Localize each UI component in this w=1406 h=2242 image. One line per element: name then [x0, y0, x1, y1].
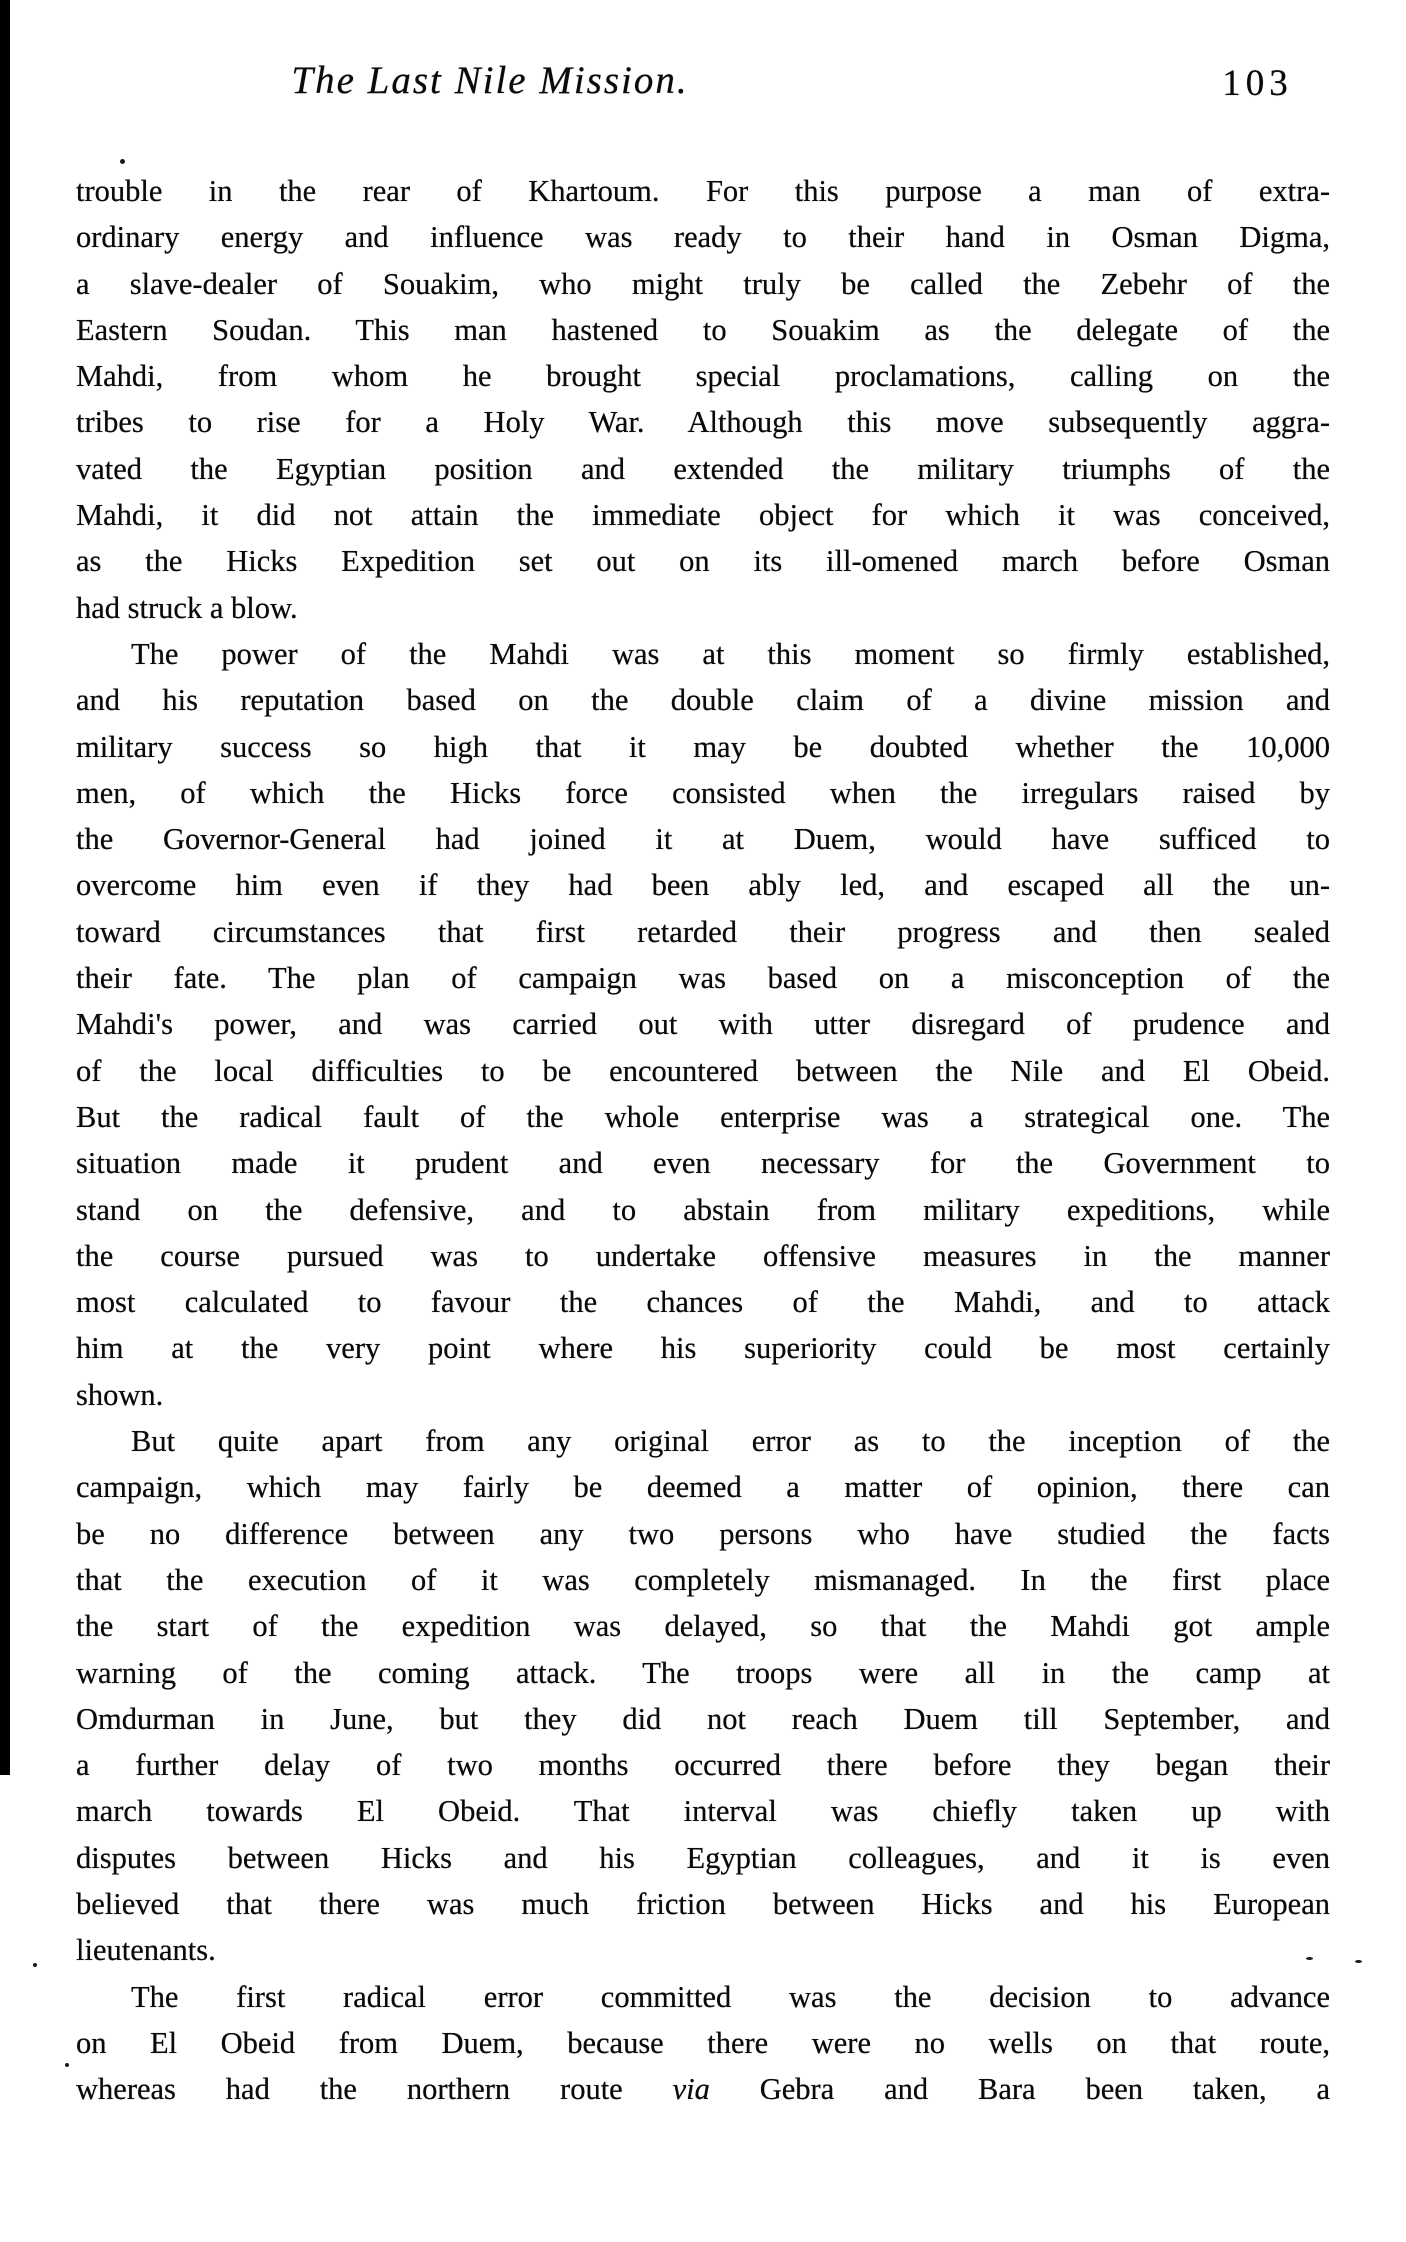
scan-edge-bar — [0, 0, 10, 1775]
scan-speck — [33, 1963, 37, 1967]
text-line: believed that there was much friction between Hicks and his European — [76, 1886, 1330, 1921]
running-head-title: The Last Nile Mission. — [291, 59, 689, 102]
text-line: Mahdi, it did not attain the immediate object for which it was conceived, — [76, 498, 1330, 533]
scan-speck — [1355, 1960, 1362, 1963]
text-line: be no difference between any two persons who have studied the facts — [76, 1516, 1330, 1551]
text-line: military success so high that it may be doubted whether the 10,000 — [76, 729, 1330, 764]
text-line: most calculated to favour the chances of the Mahdi, and to attack — [76, 1285, 1330, 1320]
text-line: their fate. The plan of campaign was based on a misconception of the — [76, 961, 1330, 996]
text-line: a slave-dealer of Souakim, who might truly be called the Zebehr of the — [76, 266, 1330, 301]
text-line: whereas had the northern route via Gebra and Bara been taken, a — [76, 2072, 1330, 2107]
text-line: that the execution of it was completely mismanaged. In the first place — [76, 1562, 1330, 1597]
text-line: The first radical error committed was the decision to advance — [131, 1979, 1330, 2014]
text-line: and his reputation based on the double claim of a divine mission and — [76, 683, 1330, 718]
text-line: toward circumstances that first retarded their progress and then sealed — [76, 914, 1330, 949]
page-number: 103 — [1222, 63, 1293, 104]
text-line: on El Obeid from Duem, because there were no wells on that route, — [76, 2025, 1330, 2060]
text-line: a further delay of two months occurred there before they began their — [76, 1748, 1330, 1783]
text-line: tribes to rise for a Holy War. Although this move subsequently aggra- — [76, 405, 1330, 440]
scan-speck — [65, 2063, 69, 2067]
text-line: The power of the Mahdi was at this moment so firmly established, — [131, 636, 1330, 671]
text-line: trouble in the rear of Khartoum. For this purpose a man of extra- — [76, 174, 1330, 208]
text-line: men, of which the Hicks force consisted when the irregulars raised by — [76, 775, 1330, 810]
text-line: as the Hicks Expedition set out on its ill-omened march before Osman — [76, 544, 1330, 579]
text-line: Mahdi's power, and was carried out with utter disregard of prudence and — [76, 1007, 1330, 1042]
text-line: campaign, which may fairly be deemed a matter of opinion, there can — [76, 1470, 1330, 1505]
text-line: march towards El Obeid. That interval was chiefly taken up with — [76, 1794, 1330, 1829]
text-block — [76, 168, 1330, 2112]
text-line: lieutenants. — [76, 1933, 216, 1968]
text-line: had struck a blow. — [76, 590, 298, 625]
scan-speck — [1306, 1957, 1313, 1960]
text-line: him at the very point where his superiority could be most certainly — [76, 1331, 1330, 1366]
text-line: the start of the expedition was delayed, so that the Mahdi got ample — [76, 1609, 1330, 1644]
text-line: Omdurman in June, but they did not reach Duem till September, and — [76, 1701, 1330, 1736]
text-line: overcome him even if they had been ably led, and escaped all the un- — [76, 868, 1330, 903]
text-line: disputes between Hicks and his Egyptian colleagues, and it is even — [76, 1840, 1330, 1875]
text-line: the course pursued was to undertake offensive measures in the manner — [76, 1238, 1330, 1273]
scan-speck — [120, 159, 125, 164]
text-line: situation made it prudent and even necessary for the Government to — [76, 1146, 1330, 1181]
text-line: of the local difficulties to be encountered between the Nile and El Obeid. — [76, 1053, 1330, 1088]
text-line: But the radical fault of the whole enterprise was a strategical one. The — [76, 1099, 1330, 1134]
text-line: But quite apart from any original error as to the inception of the — [131, 1424, 1330, 1459]
text-line: Eastern Soudan. This man hastened to Souakim as the delegate of the — [76, 312, 1330, 347]
text-line: shown. — [76, 1377, 164, 1412]
text-line: ordinary energy and influence was ready to their hand in Osman Digma, — [76, 220, 1330, 255]
text-line: the Governor-General had joined it at Duem, would have sufficed to — [76, 822, 1330, 857]
text-line: vated the Egyptian position and extended the military triumphs of the — [76, 451, 1330, 486]
text-line: Mahdi, from whom he brought special proclamations, calling on the — [76, 359, 1330, 394]
text-line: stand on the defensive, and to abstain from military expeditions, while — [76, 1192, 1330, 1227]
text-line: warning of the coming attack. The troops were all in the camp at — [76, 1655, 1330, 1690]
